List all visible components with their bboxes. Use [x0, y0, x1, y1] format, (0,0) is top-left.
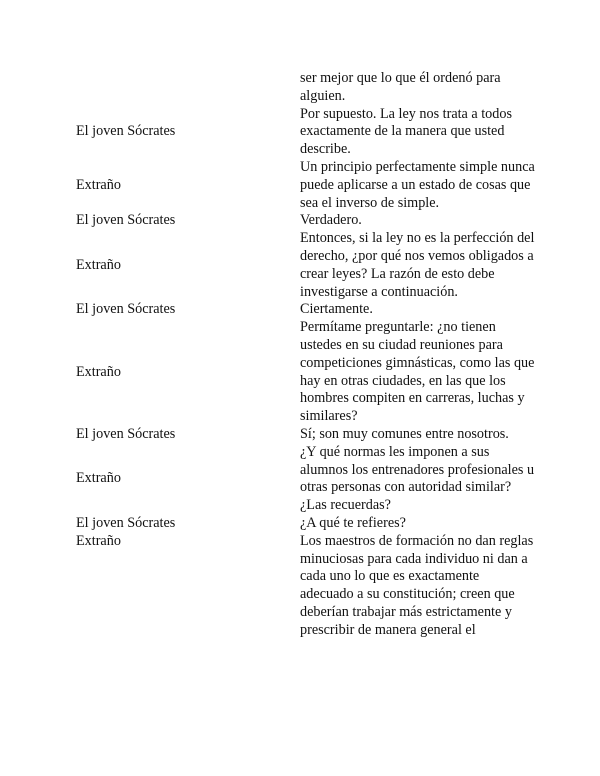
speaker-name: El joven Sócrates	[76, 123, 176, 140]
dialogue-row	[76, 319, 536, 426]
speaker-name: El joven Sócrates	[76, 425, 176, 442]
dialogue-row	[76, 212, 536, 230]
dialogue-row	[76, 515, 536, 533]
dialogue-line: Un principio perfectamente simple nunca puede aplicarse a un estado de cosas que sea el inverso de simple.	[300, 158, 535, 211]
dialogue-line: ¿Y qué normas les imponen a sus alumnos los entrenadores profesionales u otras personas con autoridad similar? ¿Las recuerdas?	[300, 443, 535, 514]
dialogue-row	[76, 70, 536, 106]
dialogue-row	[76, 230, 536, 301]
dialogue-line: Por supuesto. La ley nos trata a todos exactamente de la manera que usted describe.	[300, 105, 512, 158]
dialogue-line: Verdadero.	[300, 212, 362, 229]
dialogue-row	[76, 159, 536, 212]
speaker-name: Extraño	[76, 256, 121, 273]
speaker-name: Extraño	[76, 363, 121, 380]
dialogue-row	[76, 533, 536, 640]
dialogue-row	[76, 301, 536, 319]
speaker-name	[76, 70, 300, 106]
dialogue-row	[76, 106, 536, 159]
dialogue-line: Permítame preguntarle: ¿no tienen ustedes en su ciudad reuniones para competiciones gimnásticas, como las que hay en otras ciudades, en las que los hombres compiten en carreras, luchas y similares?	[300, 319, 535, 425]
speaker-name: El joven Sócrates	[76, 301, 176, 318]
dialogue-line: Entonces, si la ley no es la perfección del derecho, ¿por qué nos vemos obligados a crear leyes? La razón de esto debe investigarse a continuación.	[300, 230, 535, 300]
dialogue-line: Sí; son muy comunes entre nosotros.	[300, 425, 509, 442]
speaker-name: Extraño	[76, 532, 121, 549]
speaker-name: El joven Sócrates	[76, 514, 176, 531]
dialogue-line: ¿A qué te refieres?	[300, 514, 406, 531]
dialogue-row	[76, 426, 536, 444]
speaker-name: El joven Sócrates	[76, 212, 176, 229]
dialogue-line: Los maestros de formación no dan reglas minuciosas para cada individuo ni dan a cada uno lo que es exactamente adecuado a su constitución; creen que deberían trabajar más estrictamente y prescribir de manera general el	[300, 532, 534, 638]
dialogue-line: Ciertamente.	[300, 301, 373, 318]
speaker-name: Extraño	[76, 176, 121, 193]
dialogue-row	[76, 444, 536, 515]
speaker-name: Extraño	[76, 470, 121, 487]
dialogue-table	[76, 70, 536, 640]
dialogue-line: ser mejor que lo que él ordenó para alguien.	[300, 70, 501, 104]
